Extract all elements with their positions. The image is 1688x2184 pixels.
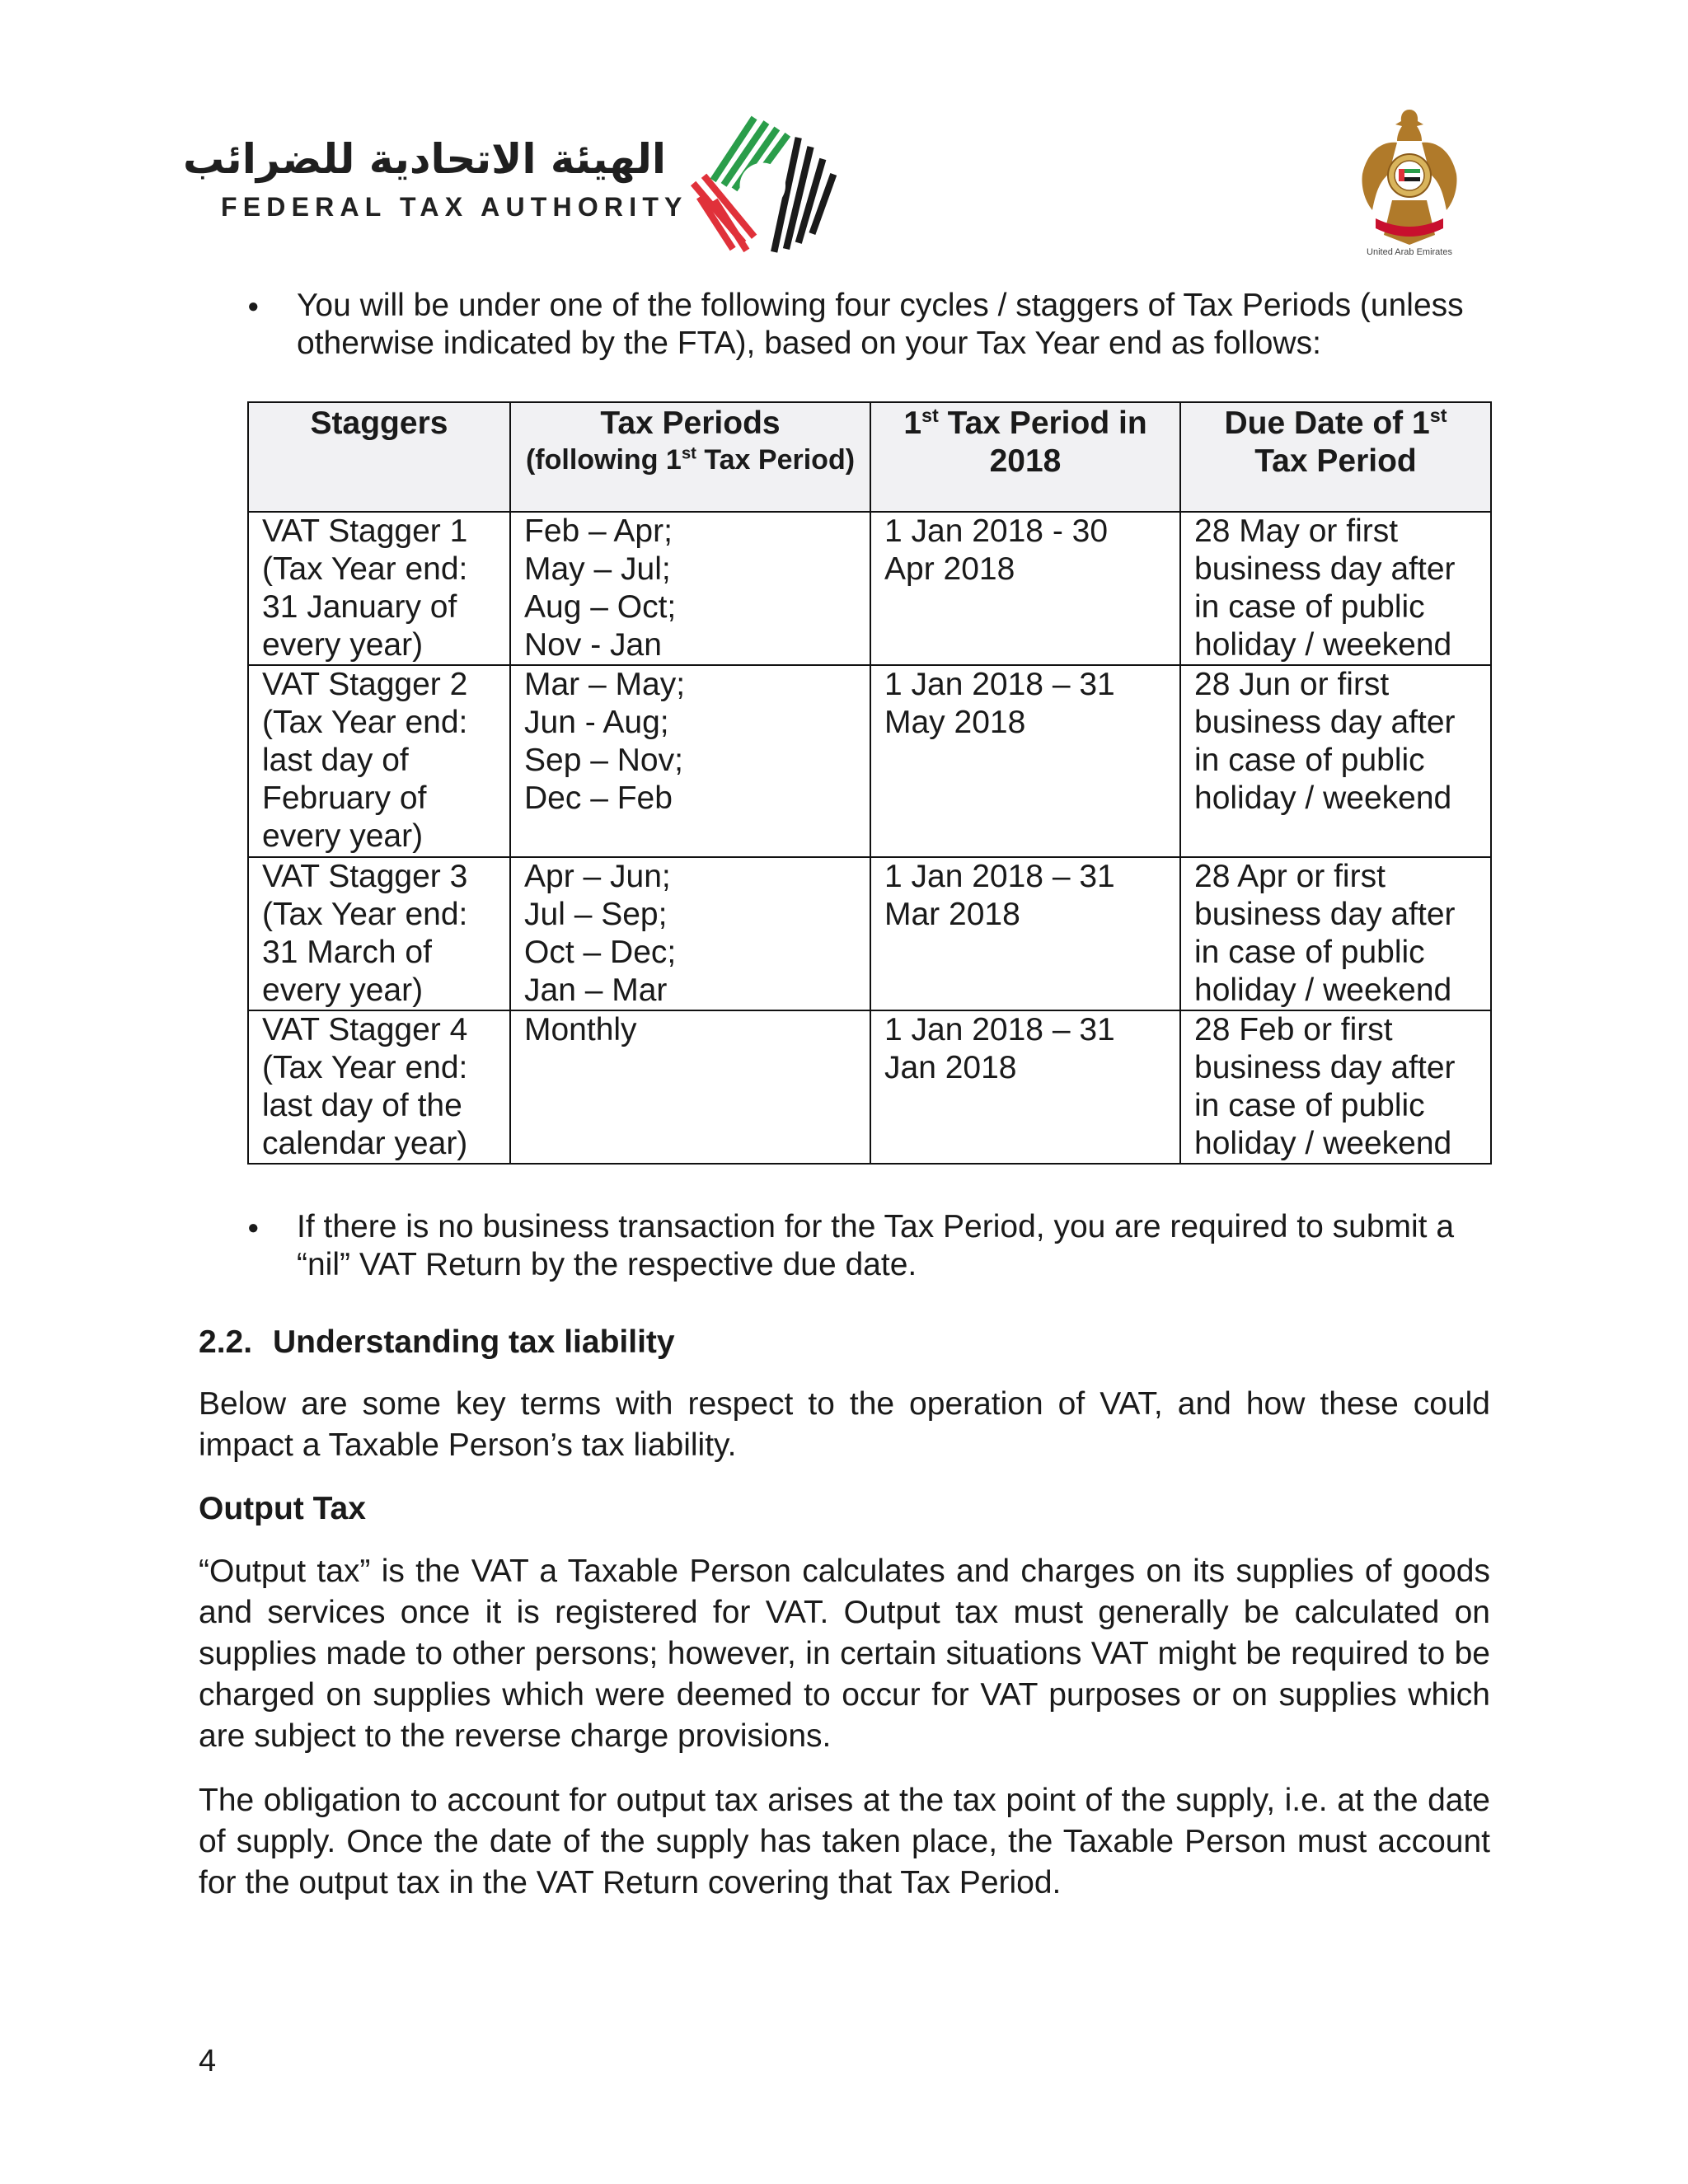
- periods-cell: Apr – Jun; Jul – Sep; Oct – Dec; Jan – Mar: [510, 857, 870, 1010]
- staggers-table: [247, 401, 1492, 1165]
- header-first-period: 1st Tax Period in 2018: [870, 402, 1180, 512]
- periods-cell: Mar – May; Jun - Aug; Sep – Nov; Dec – Feb: [510, 665, 870, 857]
- table-header-row: [248, 402, 1491, 512]
- uae-emblem-icon: [1356, 103, 1463, 251]
- page-number: 4: [199, 2044, 217, 2079]
- table-row: [248, 1010, 1491, 1164]
- fta-arabic-name: الهيئة الاتحادية للضرائب: [183, 135, 666, 183]
- uae-caption: United Arab Emirates: [1367, 247, 1452, 257]
- section-intro-paragraph: Below are some key terms with respect to the operation of VAT, and how these could impact a Taxable Person’s tax liability.: [199, 1386, 1490, 1463]
- section-number: 2.2.: [199, 1324, 253, 1360]
- table-row: [248, 665, 1491, 857]
- first-period-cell: 1 Jan 2018 – 31 May 2018: [870, 665, 1180, 857]
- table-row: [248, 512, 1491, 665]
- output-tax-paragraph-2: The obligation to account for output tax arises at the tax point of the supply, i.e. at the date of supply. Once the date of the supply has taken place, the Taxable Person must account for the output tax in the VAT Return covering that Tax Period.: [199, 1783, 1490, 1900]
- table-row: [248, 857, 1491, 1010]
- stagger-cell: VAT Stagger 1 (Tax Year end: 31 January of every year): [248, 512, 510, 665]
- periods-cell: Monthly: [510, 1010, 870, 1164]
- due-date-cell: 28 Jun or first business day after in case of public holiday / weekend: [1180, 665, 1491, 857]
- output-tax-paragraph-1: “Output tax” is the VAT a Taxable Person calculates and charges on its supplies of goods and services once it is registered for VAT. Output tax must generally be calculated on supplies made to other persons; however, in certain situations VAT might be required to be charged on supplies which were deemed to occur for VAT purposes or on supplies which are subject to the reverse charge provisions.: [199, 1554, 1490, 1754]
- intro-bullet-text: You will be under one of the following four cycles / staggers of Tax Periods (unless otherwise indicated by the FTA), based on your Tax Year end as follows:: [297, 288, 1464, 361]
- first-period-cell: 1 Jan 2018 - 30 Apr 2018: [870, 512, 1180, 665]
- due-date-cell: 28 Apr or first business day after in case of public holiday / weekend: [1180, 857, 1491, 1010]
- stagger-cell: VAT Stagger 4 (Tax Year end: last day of the calendar year): [248, 1010, 510, 1164]
- due-date-cell: 28 May or first business day after in case of public holiday / weekend: [1180, 512, 1491, 665]
- header-tax-periods: Tax Periods (following 1st Tax Period): [510, 402, 870, 512]
- first-period-cell: 1 Jan 2018 – 31 Mar 2018: [870, 857, 1180, 1010]
- header-staggers: Staggers: [248, 402, 510, 512]
- fta-logo-icon: [684, 107, 837, 260]
- periods-cell: Feb – Apr; May – Jul; Aug – Oct; Nov - Jan: [510, 512, 870, 665]
- section-heading: [199, 1322, 675, 1363]
- stagger-cell: VAT Stagger 2 (Tax Year end: last day of February of every year): [248, 665, 510, 857]
- fta-english-name: FEDERAL TAX AUTHORITY: [221, 192, 688, 222]
- section-title: Understanding tax liability: [273, 1324, 675, 1360]
- stagger-cell: VAT Stagger 3 (Tax Year end: 31 March of every year): [248, 857, 510, 1010]
- bullet-icon: ●: [247, 1216, 260, 1239]
- first-period-cell: 1 Jan 2018 – 31 Jan 2018: [870, 1010, 1180, 1164]
- bullet-icon: ●: [247, 295, 260, 317]
- header-due-date: Due Date of 1st Tax Period: [1180, 402, 1491, 512]
- nil-bullet-text: If there is no business transaction for the Tax Period, you are required to submit a “nil” VAT Return by the respective due date.: [297, 1209, 1455, 1282]
- due-date-cell: 28 Feb or first business day after in case of public holiday / weekend: [1180, 1010, 1491, 1164]
- output-tax-subheading: Output Tax: [199, 1491, 366, 1526]
